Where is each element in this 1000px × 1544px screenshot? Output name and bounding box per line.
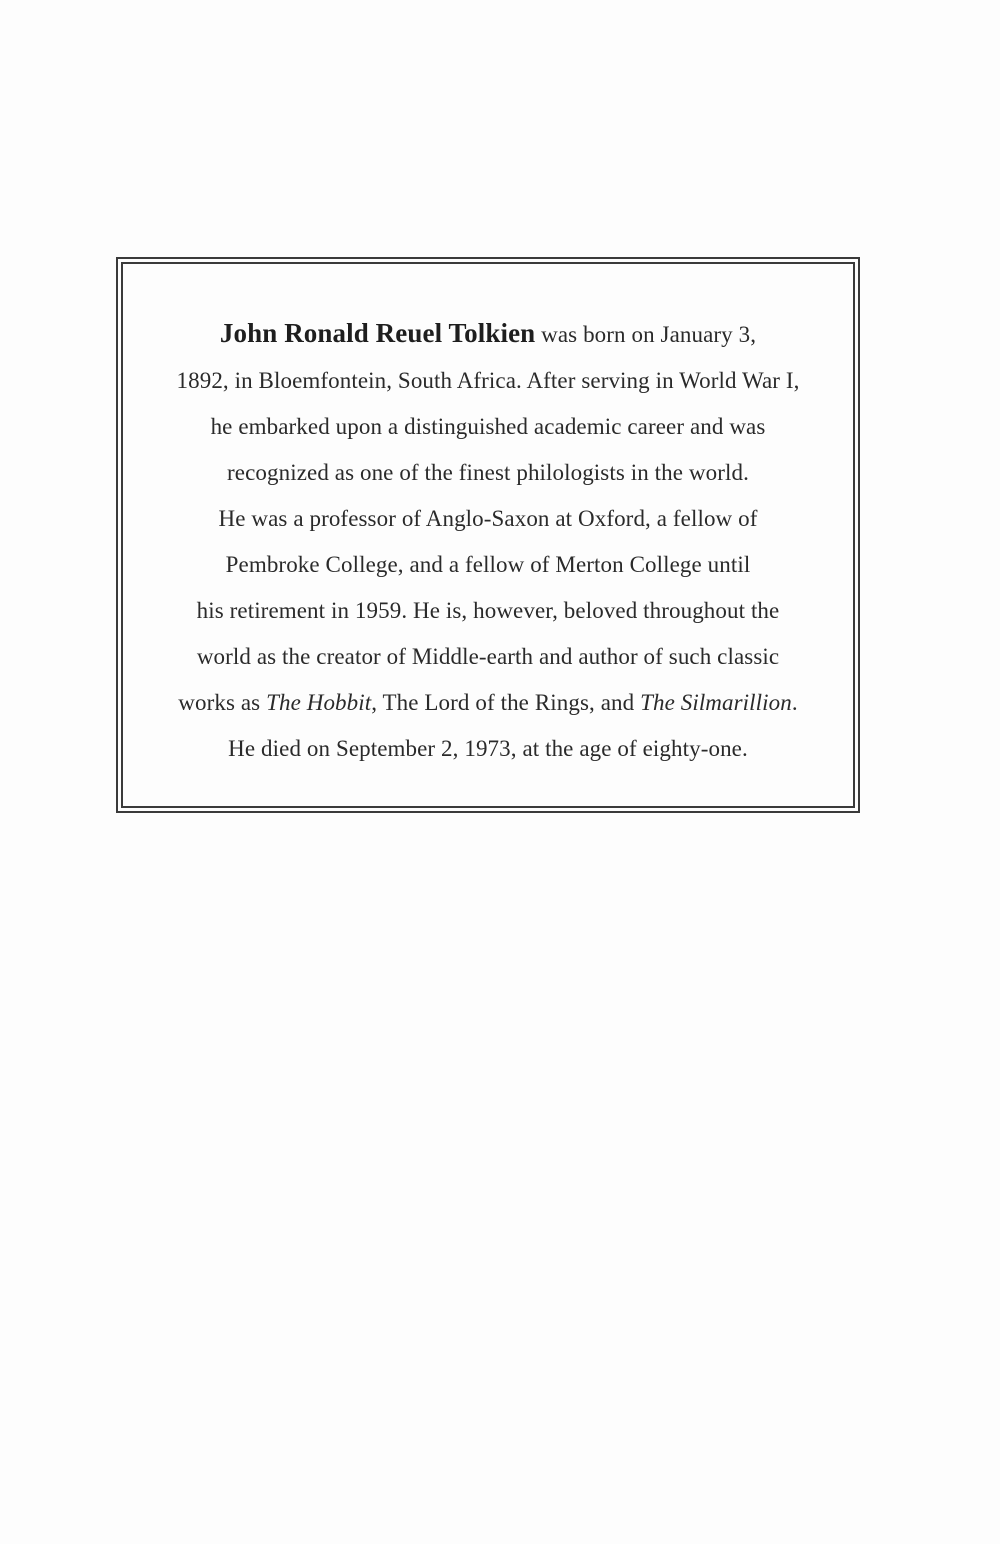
author-name: John Ronald Reuel Tolkien — [219, 318, 536, 348]
author-bio — [123, 310, 853, 772]
bio-line-5: He was a professor of Anglo-Saxon at Oxford, a fellow of — [218, 506, 758, 531]
bio-frame-outer — [116, 257, 860, 813]
bio-line-9-middle: , The Lord of the Rings, and — [371, 690, 641, 715]
bio-line-4: recognized as one of the finest philologists in the world. — [227, 460, 749, 485]
bio-line-3: he embarked upon a distinguished academic career and was — [210, 414, 766, 439]
bio-line-9 — [123, 680, 853, 726]
bio-line-1 — [123, 310, 853, 358]
bio-line-9-end: . — [791, 690, 798, 715]
bio-line-1-text: was born on January 3, — [535, 322, 757, 347]
bio-line-6: Pembroke College, and a fellow of Merton College until — [225, 552, 751, 577]
bio-line-8: world as the creator of Middle-earth and author of such classic — [196, 644, 780, 669]
bio-frame-inner — [121, 262, 855, 808]
bio-line-9-start: works as — [178, 690, 267, 715]
bio-line-7: his retirement in 1959. He is, however, beloved throughout the — [196, 598, 780, 623]
bio-line-10: He died on September 2, 1973, at the age of eighty-one. — [228, 736, 748, 761]
book-title-hobbit: The Hobbit — [266, 690, 372, 715]
bio-line-2: 1892, in Bloemfontein, South Africa. After serving in World War I, — [176, 368, 800, 393]
book-title-silmarillion: The Silmarillion — [640, 690, 792, 715]
